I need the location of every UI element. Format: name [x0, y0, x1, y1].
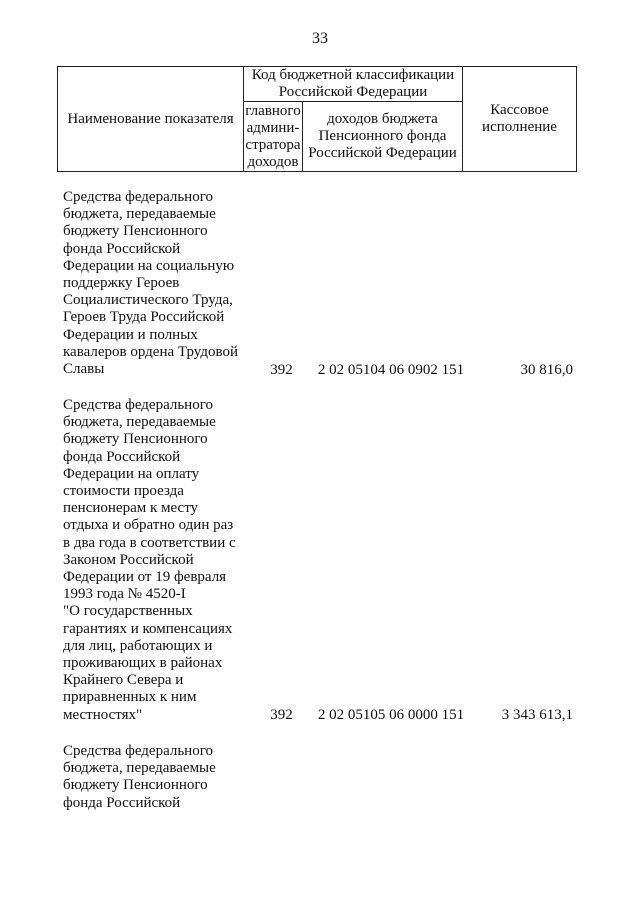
row-name: Средства федерального бюджета, передаваемые бюджету Пенсионного фонда Российской Федерации на оплату стоимости проезда пенсионерам к месту отдыха и обратно один раз в два года в соответствии с Законом Российской Федерации от 19 февраля 1993 года № 4520-I "О государственных гарантиях и компенсациях для лиц, работающих и проживающих в районах Крайнего Севера и приравненных к ним местностях" [63, 397, 236, 723]
row-name: Средства федерального бюджета, передаваемые бюджету Пенсионного фонда Российской [63, 743, 216, 811]
header-classification-column: Код бюджетной классификации Российской Федерации [244, 67, 463, 102]
page-number: 33 [312, 30, 328, 47]
row-name: Средства федерального бюджета, передаваемые бюджету Пенсионного фонда Российской Федерации на социальную поддержку Героев Социалистического Труда, Героев Труда Российской Федерации и полных кавалеров ордена Трудовой Славы [63, 189, 238, 378]
row-admin-code: 392 [270, 362, 293, 378]
header-name-column: Наименование показателя [58, 67, 244, 172]
header-admin-column: главного админи-стратора доходов [245, 102, 301, 170]
table-header [57, 66, 577, 172]
row-admin-code: 392 [270, 707, 293, 723]
row-budget-code: 2 02 05104 06 0902 151 [317, 362, 465, 378]
row-amount: 3 343 613,1 [501, 707, 573, 723]
row-budget-code: 2 02 05105 06 0000 151 [317, 707, 465, 723]
header-income-column: доходов бюджета Пенсионного фонда Российской Федерации [303, 102, 463, 172]
header-execution-column: Кассовое исполнение [463, 67, 577, 172]
row-amount: 30 816,0 [520, 362, 573, 378]
